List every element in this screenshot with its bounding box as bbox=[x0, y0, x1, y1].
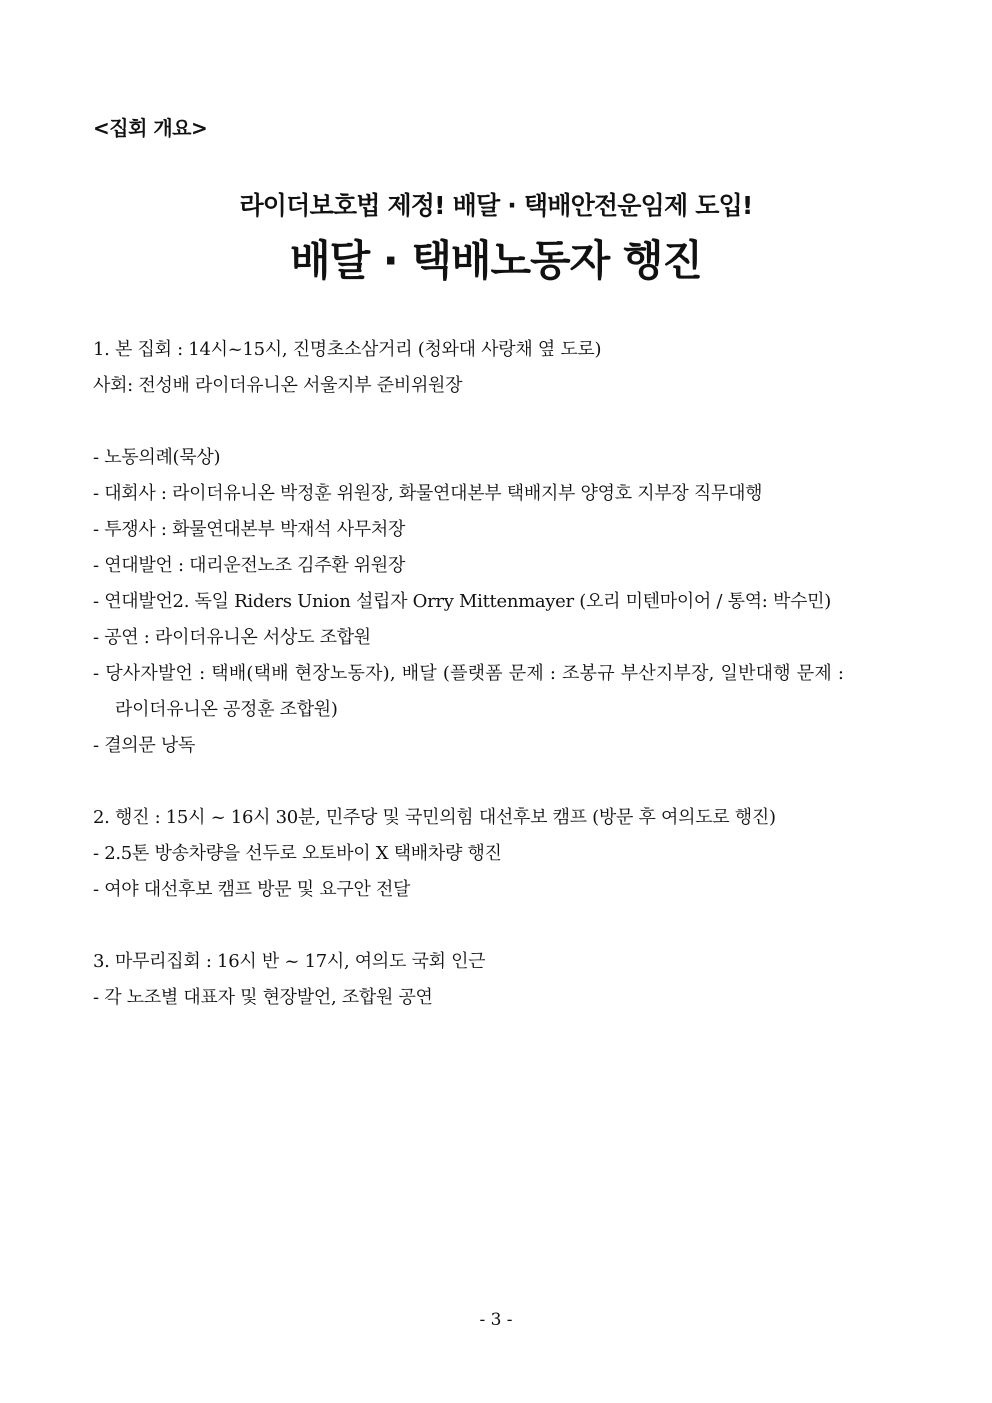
section1-host: 사회: 전성배 라이더유니온 서울지부 준비위원장 bbox=[93, 375, 463, 396]
section2-item: - 여야 대선후보 캠프 방문 및 요구안 전달 bbox=[93, 879, 411, 900]
section1-item: - 공연 : 라이더유니온 서상도 조합원 bbox=[93, 627, 371, 648]
section1-item: - 연대발언2. 독일 Riders Union 설립자 Orry Mittenmayer (오리 미텐마이어 / 통역: 박수민) bbox=[93, 591, 831, 612]
page-number: - 3 - bbox=[479, 1310, 513, 1330]
section3-heading: 3. 마무리집회 : 16시 반 ~ 17시, 여의도 국회 인근 bbox=[93, 951, 486, 972]
section1-item: - 당사자발언 : 택배(택배 현장노동자), 배달 (플랫폼 문제 : 조봉규 부산지부장, 일반대행 문제 : bbox=[93, 663, 845, 684]
section2-item: - 2.5톤 방송차량을 선두로 오토바이 X 택배차량 행진 bbox=[93, 843, 502, 864]
section1-item: - 연대발언 : 대리운전노조 김주환 위원장 bbox=[93, 555, 406, 576]
section1-item: - 투쟁사 : 화물연대본부 박재석 사무처장 bbox=[93, 519, 406, 540]
document-title: 배달 · 택배노동자 행진 bbox=[290, 236, 702, 285]
section2-heading: 2. 행진 : 15시 ~ 16시 30분, 민주당 및 국민의힘 대선후보 캠프 (방문 후 여의도로 행진) bbox=[93, 807, 776, 828]
section1-item: - 결의문 낭독 bbox=[93, 735, 196, 756]
section1-item: - 대회사 : 라이더유니온 박정훈 위원장, 화물연대본부 택배지부 양영호 지부장 직무대행 bbox=[93, 483, 763, 504]
section1-item: - 노동의례(묵상) bbox=[93, 447, 221, 468]
section-heading: <집회 개요> bbox=[93, 116, 208, 140]
document-subtitle: 라이더보호법 제정! 배달 · 택배안전운임제 도입! bbox=[239, 191, 753, 220]
section3-item: - 각 노조별 대표자 및 현장발언, 조합원 공연 bbox=[93, 987, 433, 1008]
section1-heading: 1. 본 집회 : 14시~15시, 진명초소삼거리 (청와대 사랑채 옆 도로) bbox=[93, 339, 602, 360]
section1-item-continuation: 라이더유니온 공정훈 조합원) bbox=[115, 699, 338, 720]
